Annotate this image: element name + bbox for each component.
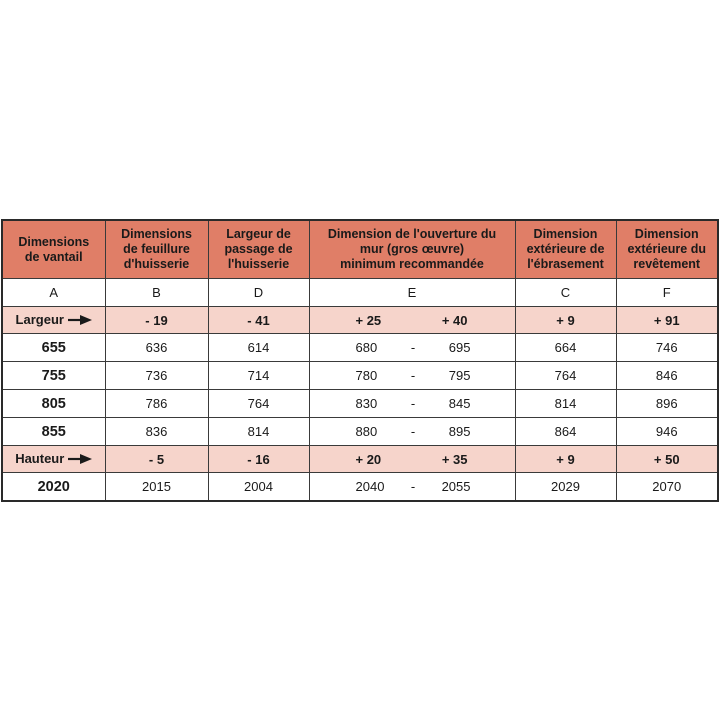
cell-f: 946 xyxy=(616,418,718,446)
hauteur-e: + 20 + 35 xyxy=(309,446,515,473)
largeur-f: + 91 xyxy=(616,307,718,334)
cell-f: 896 xyxy=(616,390,718,418)
cell-f: 2070 xyxy=(616,473,718,502)
cell-c: 814 xyxy=(515,390,616,418)
cell-c: 864 xyxy=(515,418,616,446)
hauteur-b: - 5 xyxy=(105,446,208,473)
cell-b: 786 xyxy=(105,390,208,418)
cell-b: 736 xyxy=(105,362,208,390)
cell-f: 746 xyxy=(616,334,718,362)
cell-c: 764 xyxy=(515,362,616,390)
letter-cell: B xyxy=(105,279,208,307)
cell-b: 836 xyxy=(105,418,208,446)
table-row xyxy=(2,334,718,362)
cell-b: 2015 xyxy=(105,473,208,502)
letter-cell: C xyxy=(515,279,616,307)
right-arrow-icon xyxy=(68,452,92,467)
header-cell-e: Dimension de l'ouverture du mur (gros œuvre) minimum recommandée xyxy=(309,220,515,279)
hauteur-label-cell xyxy=(2,446,105,473)
table-row xyxy=(2,362,718,390)
cell-b: 636 xyxy=(105,334,208,362)
header-cell-d: Largeur de passage de l'huisserie xyxy=(208,220,309,279)
hauteur-d: - 16 xyxy=(208,446,309,473)
cell-e: 680 - 695 xyxy=(309,334,515,362)
right-arrow-icon xyxy=(68,313,92,328)
largeur-delta-row xyxy=(2,307,718,334)
cell-e: 2040 - 2055 xyxy=(309,473,515,502)
largeur-b: - 19 xyxy=(105,307,208,334)
cell-d: 814 xyxy=(208,418,309,446)
vantail-width: 755 xyxy=(2,362,105,390)
cell-e: 830 - 845 xyxy=(309,390,515,418)
letter-cell: A xyxy=(2,279,105,307)
cell-d: 2004 xyxy=(208,473,309,502)
letter-cell: E xyxy=(309,279,515,307)
dimension-table xyxy=(1,219,719,502)
hauteur-c: + 9 xyxy=(515,446,616,473)
hauteur-f: + 50 xyxy=(616,446,718,473)
largeur-label: Largeur xyxy=(15,311,64,327)
header-cell-f: Dimension extérieure du revêtement xyxy=(616,220,718,279)
vantail-width: 805 xyxy=(2,390,105,418)
hauteur-label: Hauteur xyxy=(15,450,65,466)
largeur-d: - 41 xyxy=(208,307,309,334)
largeur-label-cell xyxy=(2,307,105,334)
vantail-width: 655 xyxy=(2,334,105,362)
cell-e: 780 - 795 xyxy=(309,362,515,390)
table-row xyxy=(2,418,718,446)
cell-e: 880 - 895 xyxy=(309,418,515,446)
vantail-width: 855 xyxy=(2,418,105,446)
cell-c: 2029 xyxy=(515,473,616,502)
cell-d: 764 xyxy=(208,390,309,418)
cell-d: 714 xyxy=(208,362,309,390)
header-row xyxy=(2,220,718,279)
cell-c: 664 xyxy=(515,334,616,362)
letter-cell: F xyxy=(616,279,718,307)
cell-f: 846 xyxy=(616,362,718,390)
cell-d: 614 xyxy=(208,334,309,362)
header-cell-c: Dimension extérieure de l'ébrasement xyxy=(515,220,616,279)
header-cell-b: Dimensions de feuillure d'huisserie xyxy=(105,220,208,279)
vantail-height: 2020 xyxy=(2,473,105,502)
largeur-c: + 9 xyxy=(515,307,616,334)
letter-cell: D xyxy=(208,279,309,307)
table-row xyxy=(2,390,718,418)
hauteur-delta-row xyxy=(2,446,718,473)
header-cell-a: Dimensions de vantail xyxy=(2,220,105,279)
table-row xyxy=(2,473,718,502)
largeur-e: + 25 + 40 xyxy=(309,307,515,334)
letter-row xyxy=(2,279,718,307)
